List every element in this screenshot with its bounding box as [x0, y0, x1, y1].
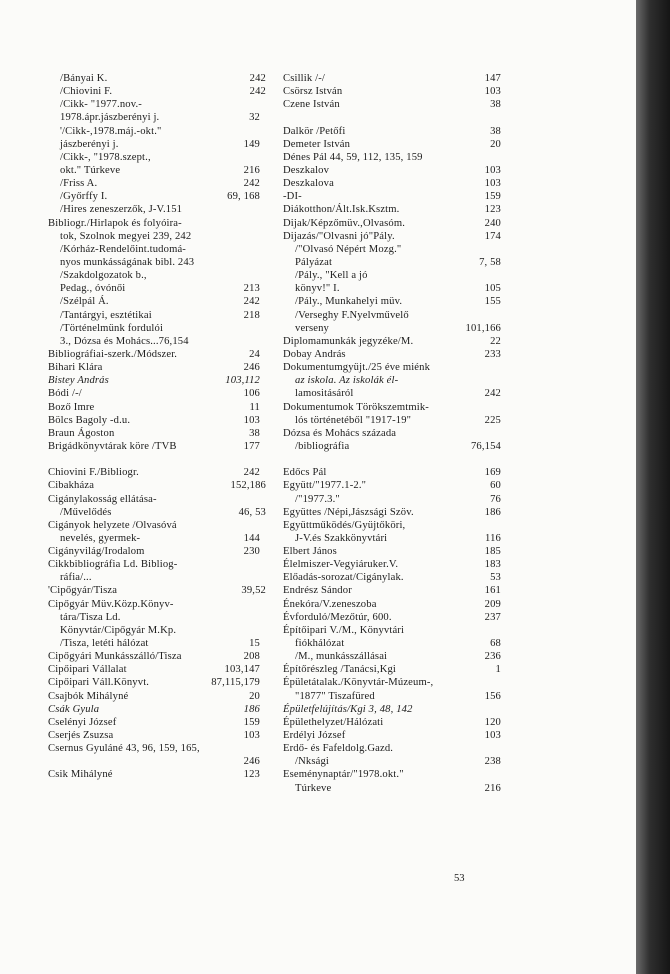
- entry-pages: 38: [249, 427, 260, 439]
- entry-term: Évforduló/Mezőtúr, 600.: [283, 611, 392, 623]
- entry-pages: 53: [490, 572, 501, 584]
- entry-pages: 103,147: [224, 664, 260, 676]
- index-entry: [48, 374, 266, 387]
- index-entry: [48, 466, 266, 479]
- entry-term: /Tantárgyi, esztétikai: [60, 309, 152, 321]
- index-entry: [48, 479, 266, 492]
- entry-term: Előadás-sorozat/Cigánylak.: [283, 572, 404, 584]
- entry-term: Bihari Klára: [48, 362, 103, 374]
- index-entry: [283, 519, 501, 532]
- index-entry: [283, 558, 501, 571]
- index-entry: [48, 203, 266, 216]
- entry-pages: 183: [484, 559, 501, 571]
- entry-term: 1978.ápr.jászberényi j.: [60, 112, 160, 124]
- index-column-left: [48, 72, 266, 782]
- entry-term: Deszkalova: [283, 178, 334, 190]
- entry-term: Csik Mihályné: [48, 769, 113, 781]
- index-entry: [283, 676, 501, 689]
- entry-pages: 237: [484, 611, 501, 623]
- entry-pages: 218: [243, 309, 260, 321]
- entry-term: /Friss A.: [60, 178, 98, 190]
- index-entry: [48, 348, 266, 361]
- index-entry: [48, 440, 266, 453]
- entry-term: Csernus Gyuláné 43, 96, 159, 165,: [48, 743, 200, 755]
- entry-pages: 233: [484, 348, 501, 360]
- entry-term: Túrkeve: [295, 782, 332, 794]
- entry-pages: 20: [249, 690, 260, 702]
- entry-pages: 242: [243, 178, 260, 190]
- index-entry: [48, 493, 266, 506]
- index-entry: [48, 598, 266, 611]
- index-entry: [283, 414, 501, 427]
- entry-pages: 24: [249, 348, 260, 360]
- index-entry: [48, 624, 266, 637]
- index-entry: [283, 427, 501, 440]
- index-entry: [48, 256, 266, 269]
- entry-pages: 185: [484, 546, 501, 558]
- entry-term: Énekóra/V.zeneszoba: [283, 598, 377, 610]
- index-entry: [48, 427, 266, 440]
- entry-term: Építőipari V./M., Könyvtári: [283, 624, 405, 636]
- index-entry: [283, 506, 501, 519]
- entry-term: -DI-: [283, 191, 302, 203]
- index-entry: [48, 190, 266, 203]
- entry-pages: 32: [249, 112, 260, 124]
- index-entry: [283, 755, 501, 768]
- entry-term: lós történetéből "1917-19": [295, 414, 412, 426]
- entry-term: Braun Ágoston: [48, 427, 115, 439]
- index-entry: [48, 151, 266, 164]
- entry-term: lamositásáról: [295, 388, 354, 400]
- entry-pages: 7, 58: [479, 256, 501, 268]
- index-entry: [48, 545, 266, 558]
- entry-term: Boző Imre: [48, 401, 95, 413]
- entry-term: /Pály., "Kell a jó: [295, 270, 368, 282]
- index-entry: [48, 125, 266, 138]
- entry-term: Csillik /-/: [283, 73, 325, 84]
- index-entry: [283, 243, 501, 256]
- entry-term: Pedag., óvónői: [60, 283, 126, 295]
- index-entry: [283, 230, 501, 243]
- entry-term: /Kórház-Rendelőint.tudomá-: [60, 243, 186, 255]
- entry-term: Cserjés Zsuzsa: [48, 730, 114, 742]
- index-gap: [48, 453, 266, 466]
- entry-term: Cibakháza: [48, 480, 95, 492]
- entry-term: 'Cipőgyár/Tisza: [48, 585, 118, 597]
- entry-pages: 246: [243, 756, 260, 768]
- entry-term: Dénes Pál 44, 59, 112, 135, 159: [283, 151, 423, 163]
- index-entry: [48, 111, 266, 124]
- page-number: 53: [454, 873, 465, 884]
- index-entry: [283, 125, 501, 138]
- index-entry: [283, 85, 501, 98]
- index-entry: [48, 676, 266, 689]
- entry-term: verseny: [295, 322, 329, 334]
- index-entry: [48, 361, 266, 374]
- entry-pages: 11: [249, 401, 260, 413]
- entry-pages: 20: [490, 138, 501, 150]
- entry-pages: 103: [243, 730, 260, 742]
- entry-term: Cigányok helyzete /Olvasóvá: [48, 519, 177, 531]
- entry-term: Dokumentumgyüjt./25 éve miénk: [283, 362, 431, 374]
- entry-term: Dalkör /Petőfi: [283, 125, 346, 137]
- entry-term: /Bányai K.: [60, 73, 108, 84]
- entry-pages: 242: [484, 388, 501, 400]
- index-entry: [283, 663, 501, 676]
- entry-pages: 238: [484, 756, 501, 768]
- index-entry: [48, 335, 266, 348]
- entry-pages: 69, 168: [227, 191, 260, 203]
- entry-pages: 38: [490, 125, 501, 137]
- entry-term: /Szakdolgozatok b.,: [60, 270, 147, 282]
- entry-term: /Győrffy I.: [60, 191, 108, 203]
- index-entry: [48, 571, 266, 584]
- entry-term: Cipőipari Váll.Könyvt.: [48, 677, 150, 689]
- index-entry: [48, 519, 266, 532]
- entry-term: /M., munkásszállásai: [295, 651, 388, 663]
- entry-pages: 46, 53: [238, 506, 266, 518]
- index-entry: [283, 440, 501, 453]
- entry-pages: 116: [485, 532, 501, 544]
- index-entry: [283, 466, 501, 479]
- index-entry: [48, 243, 266, 256]
- entry-term: /Cikk-, "1978.szept.,: [60, 151, 151, 163]
- index-entry: [283, 716, 501, 729]
- entry-term: Brigádkönyvtárak köre /TVB: [48, 440, 177, 452]
- entry-term: Cipőgyári Munkásszálló/Tisza: [48, 651, 182, 663]
- index-entry: [48, 637, 266, 650]
- index-gap: [283, 453, 501, 466]
- entry-term: /"Olvasó Népért Mozg.": [295, 243, 402, 255]
- index-entry: [283, 361, 501, 374]
- entry-pages: 60: [490, 480, 501, 492]
- entry-term: /Tisza, letéti hálózat: [60, 638, 149, 650]
- entry-term: '/Cikk-,1978.máj.-okt.": [60, 125, 162, 137]
- entry-term: az iskola. Az iskolák él-: [295, 375, 399, 387]
- index-entry: [283, 295, 501, 308]
- entry-term: Dokumentumok Törökszemtmik-: [283, 401, 429, 413]
- index-entry: [48, 558, 266, 571]
- entry-term: Eseménynaptár/"1978.okt.": [283, 769, 404, 781]
- entry-term: /Verseghy F.Nyelvművelő: [295, 309, 409, 321]
- index-entry: [283, 217, 501, 230]
- entry-pages: 103: [243, 414, 260, 426]
- entry-term: ráfia/...: [60, 572, 92, 584]
- index-entry: [283, 177, 501, 190]
- index-entry: [48, 663, 266, 676]
- entry-pages: 242: [249, 86, 266, 98]
- index-entry: [48, 309, 266, 322]
- index-entry: [48, 72, 266, 85]
- entry-term: Cselényi József: [48, 716, 117, 728]
- index-entry: [283, 624, 501, 637]
- index-entry: [48, 768, 266, 781]
- entry-pages: 123: [484, 204, 501, 216]
- index-entry: [283, 571, 501, 584]
- entry-pages: 213: [243, 283, 260, 295]
- index-entry: [283, 374, 501, 387]
- index-entry: [48, 506, 266, 519]
- index-entry: [283, 637, 501, 650]
- entry-term: Cipőgyár Müv.Közp.Könyv-: [48, 598, 174, 610]
- entry-term: Demeter István: [283, 138, 351, 150]
- entry-term: Diákotthon/Ált.Isk.Ksztm.: [283, 204, 400, 216]
- entry-pages: 76,154: [470, 440, 501, 452]
- entry-term: /bibliográfia: [295, 440, 350, 452]
- index-entry: [283, 190, 501, 203]
- entry-pages: 236: [484, 651, 501, 663]
- entry-term: nyos munkásságának bibl. 243: [60, 256, 195, 268]
- entry-term: Együtt/"1977.1-2.": [283, 480, 367, 492]
- entry-pages: 123: [243, 769, 260, 781]
- entry-term: 3., Dózsa és Mohács...76,154: [60, 335, 189, 347]
- entry-pages: 103: [484, 86, 501, 98]
- entry-pages: 230: [243, 546, 260, 558]
- index-entry: [48, 532, 266, 545]
- entry-term: Endrész Sándor: [283, 585, 352, 597]
- entry-pages: 209: [484, 598, 501, 610]
- entry-term: /"1977.3.": [295, 493, 340, 505]
- index-entry: [283, 335, 501, 348]
- entry-pages: 103: [484, 178, 501, 190]
- entry-term: Elbert János: [283, 546, 337, 558]
- entry-pages: 208: [243, 651, 260, 663]
- index-entry: [48, 716, 266, 729]
- index-entry: [283, 611, 501, 624]
- entry-term: Erdő- és Fafeldolg.Gazd.: [283, 743, 394, 755]
- index-entry: [283, 742, 501, 755]
- entry-pages: 152,186: [230, 480, 266, 492]
- index-entry: [283, 138, 501, 151]
- entry-term: Építőrészleg /Tanácsi,Kgi: [283, 664, 397, 676]
- entry-term: /Szélpál Á.: [60, 296, 109, 308]
- index-entry: [48, 177, 266, 190]
- entry-term: Együttműködés/Gyüjtőköri,: [283, 519, 406, 531]
- index-entry: [48, 401, 266, 414]
- index-entry: [283, 493, 501, 506]
- entry-term: "1877" Tiszafüred: [295, 690, 375, 702]
- entry-pages: 106: [243, 388, 260, 400]
- entry-pages: 105: [484, 283, 501, 295]
- entry-term: fiókhálózat: [295, 638, 345, 650]
- entry-pages: 177: [243, 440, 260, 452]
- index-entry: [48, 230, 266, 243]
- entry-pages: 159: [484, 191, 501, 203]
- index-entry: [283, 690, 501, 703]
- index-entry: [48, 650, 266, 663]
- entry-pages: 76: [490, 493, 501, 505]
- entry-pages: 101,166: [465, 322, 501, 334]
- entry-term: Cigánylakosság ellátása-: [48, 493, 157, 505]
- entry-term: Dózsa és Mohács százada: [283, 427, 397, 439]
- entry-term: jászberényi j.: [60, 138, 119, 150]
- entry-pages: 216: [243, 164, 260, 176]
- entry-term: nevelés, gyermek-: [60, 532, 141, 544]
- entry-pages: 87,115,179: [211, 677, 260, 689]
- entry-pages: 242: [249, 73, 266, 84]
- entry-pages: 240: [484, 217, 501, 229]
- index-entry: [283, 387, 501, 400]
- index-entry: [283, 545, 501, 558]
- entry-term: Czene István: [283, 99, 340, 111]
- entry-term: Cigányvilág/Irodalom: [48, 546, 145, 558]
- entry-term: /Chiovini F.: [60, 86, 113, 98]
- index-gap: [283, 111, 501, 124]
- entry-term: Cikkbibliográfia Ld. Bibliog-: [48, 559, 178, 571]
- entry-pages: 242: [243, 296, 260, 308]
- entry-term: Csajbók Mihályné: [48, 690, 129, 702]
- entry-pages: 38: [490, 99, 501, 111]
- index-entry: [48, 295, 266, 308]
- entry-term: Bibliográfiai-szerk./Módszer.: [48, 348, 178, 360]
- entry-pages: 155: [484, 296, 501, 308]
- entry-term: /Nksági: [295, 756, 330, 768]
- entry-pages: 159: [243, 716, 260, 728]
- index-entry: [283, 151, 501, 164]
- entry-term: Dijazás/"Olvasni jó"Pály.: [283, 230, 395, 242]
- entry-term: könyv!" I.: [295, 283, 340, 295]
- index-entry: [283, 269, 501, 282]
- entry-pages: 1: [495, 664, 501, 676]
- scan-dark-edge: [636, 0, 670, 974]
- entry-term: /Hires zeneszerzők, J-V.151: [60, 204, 183, 216]
- index-entry: [283, 72, 501, 85]
- entry-term: /Cikk- "1977.nov.-: [60, 99, 142, 111]
- entry-term: Épülethelyzet/Hálózati: [283, 716, 384, 728]
- index-entry: [283, 650, 501, 663]
- entry-term: /Történelmünk fordulói: [60, 322, 164, 334]
- entry-pages: 147: [484, 73, 501, 84]
- entry-term: Cipőipari Vállalat: [48, 664, 127, 676]
- entry-term: Csák Gyula: [48, 703, 100, 715]
- index-entry: [283, 256, 501, 269]
- entry-term: J-V.és Szakkönyvtári: [295, 532, 388, 544]
- entry-term: Élelmiszer-Vegyiáruker.V.: [283, 559, 399, 571]
- entry-term: Csörsz István: [283, 86, 343, 98]
- entry-term: Bistey András: [48, 375, 109, 387]
- entry-term: okt." Túrkeve: [60, 164, 121, 176]
- entry-pages: 103,112: [225, 375, 260, 387]
- entry-term: tok, Szolnok megyei 239, 242: [60, 230, 192, 242]
- index-entry: [48, 98, 266, 111]
- entry-term: Bibliogr./Hirlapok és folyóira-: [48, 217, 182, 229]
- entry-pages: 186: [243, 703, 260, 715]
- entry-pages: 216: [484, 782, 501, 794]
- index-entry: [283, 348, 501, 361]
- index-entry: [48, 690, 266, 703]
- index-entry: [283, 703, 501, 716]
- index-entry: [48, 269, 266, 282]
- entry-pages: 120: [484, 716, 501, 728]
- entry-term: Dobay András: [283, 348, 346, 360]
- entry-pages: 242: [243, 467, 260, 479]
- entry-pages: 225: [484, 414, 501, 426]
- entry-pages: 15: [249, 638, 260, 650]
- index-entry: [283, 164, 501, 177]
- index-entry: [283, 532, 501, 545]
- entry-pages: 39,52: [241, 585, 266, 597]
- entry-term: /Pály., Munkahelyi müv.: [295, 296, 403, 308]
- entry-pages: 186: [484, 506, 501, 518]
- index-entry: [283, 479, 501, 492]
- entry-pages: 156: [484, 690, 501, 702]
- entry-term: Dijak/Képzőmüv.,Olvasóm.: [283, 217, 406, 229]
- index-entry: [48, 387, 266, 400]
- entry-term: /Művelődés: [60, 506, 112, 518]
- entry-term: Könyvtár/Cipőgyár M.Kp.: [60, 624, 177, 636]
- index-entry: [48, 742, 266, 755]
- index-entry: [48, 703, 266, 716]
- index-entry: [48, 282, 266, 295]
- entry-term: Bölcs Bagoly -d.u.: [48, 414, 131, 426]
- index-entry: [283, 401, 501, 414]
- index-entry: [283, 768, 501, 781]
- index-entry: [48, 755, 266, 768]
- index-entry: [283, 309, 501, 322]
- entry-term: Edőcs Pál: [283, 467, 327, 479]
- index-entry: [283, 203, 501, 216]
- index-entry: [283, 729, 501, 742]
- entry-term: Pályázat: [295, 256, 333, 268]
- index-column-right: [283, 72, 501, 795]
- entry-pages: 68: [490, 638, 501, 650]
- index-entry: [48, 164, 266, 177]
- entry-term: Erdélyi József: [283, 730, 346, 742]
- entry-term: Deszkalov: [283, 164, 330, 176]
- entry-term: Chiovini F./Bibliogr.: [48, 467, 139, 479]
- index-entry: [48, 322, 266, 335]
- entry-pages: 174: [484, 230, 501, 242]
- entry-pages: 161: [484, 585, 501, 597]
- entry-pages: 144: [243, 532, 260, 544]
- entry-pages: 246: [243, 362, 260, 374]
- entry-pages: 149: [243, 138, 260, 150]
- index-entry: [283, 98, 501, 111]
- entry-term: Épületátalak./Könyvtár-Múzeum-,: [283, 677, 434, 689]
- entry-term: tára/Tisza Ld.: [60, 611, 121, 623]
- index-entry: [48, 729, 266, 742]
- index-entry: [48, 414, 266, 427]
- index-entry: [283, 782, 501, 795]
- entry-pages: 22: [490, 335, 501, 347]
- entry-term: Bódi /-/: [48, 388, 82, 400]
- index-entry: [48, 611, 266, 624]
- entry-term: Diplomamunkák jegyzéke/M.: [283, 335, 414, 347]
- index-entry: [48, 138, 266, 151]
- index-entry: [283, 598, 501, 611]
- index-entry: [48, 584, 266, 597]
- entry-pages: 103: [484, 730, 501, 742]
- index-entry: [48, 217, 266, 230]
- entry-term: Együttes /Népi,Jászsági Szöv.: [283, 506, 414, 518]
- index-entry: [283, 322, 501, 335]
- entry-pages: 169: [484, 467, 501, 479]
- index-entry: [48, 85, 266, 98]
- entry-pages: 103: [484, 164, 501, 176]
- index-entry: [283, 584, 501, 597]
- entry-term: Épületfelújítás/Kgi 3, 48, 142: [283, 703, 413, 715]
- index-entry: [283, 282, 501, 295]
